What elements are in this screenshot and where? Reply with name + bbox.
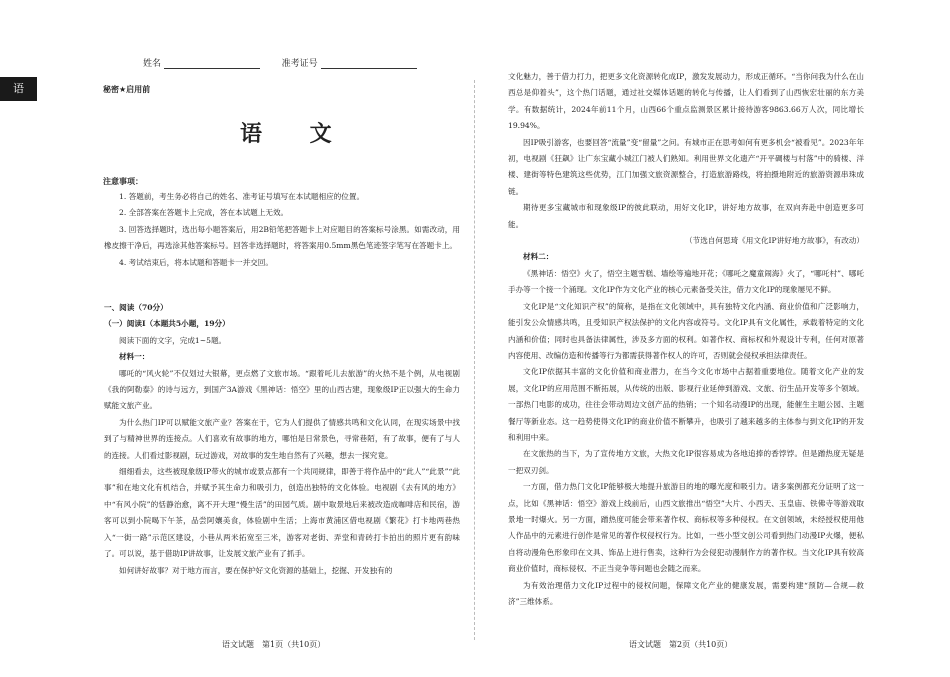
notes-heading: 注意事项： bbox=[103, 177, 143, 186]
source-citation: （节选自何思琦《用文化IP讲好地方故事》，有改动） bbox=[685, 236, 864, 246]
paragraph: 哪吒的“风火轮”不仅划过大银幕，更点燃了文旅市场。“跟着吒儿去旅游”的火热不是个例，从电视剧《我的阿勒泰》的诗与远方，到国产3A游戏《黑神话：悟空》里的山西古建，现象级IP正以强大的生命力赋能文旅产业。 bbox=[104, 368, 460, 411]
page-title: 语 文 bbox=[240, 121, 352, 147]
paragraph: 《黑神话：悟空》火了，悟空主题雪糕、墙绘等遍地开花；《哪吒之魔童闹海》火了，“哪吒村”、哪吒手办等一个接一个涌现。文化IP作为文化产业的核心元素备受关注，借力文化IP的现象屡见不鲜。 bbox=[508, 268, 864, 295]
exam-header bbox=[143, 56, 417, 69]
material2-label: 材料二： bbox=[523, 252, 554, 262]
exam-no-label: 准考证号 bbox=[281, 59, 318, 69]
name-label: 姓名 bbox=[143, 59, 162, 69]
name-blank bbox=[164, 58, 260, 69]
exam-no-blank bbox=[321, 58, 417, 69]
paragraph: 期待更多宝藏城市和现象级IP的彼此联动，用好文化IP，讲好地方故事，在双向奔赴中创造更多可能。 bbox=[508, 203, 864, 229]
note-item: 2. 全部答案在答题卡上完成，答在本试题上无效。 bbox=[119, 208, 289, 218]
footer-right: 语文试题 第2页（共10页） bbox=[629, 640, 733, 649]
sub-heading: （一）阅读Ⅰ（本题共5小题，19分） bbox=[104, 319, 230, 329]
paragraph: 为什么热门IP可以赋能文旅产业？答案在于，它为人们提供了情感共鸣和文化认同，在现实场景中找到了与精神世界的连接点。人们喜欢有故事的地方，哪怕是日常景色，寻常巷陌，有了故事，便有了与人的连接。人们看过影视剧，玩过游戏，对故事的发生地自然有了兴趣，想去一探究竟。 bbox=[104, 417, 460, 460]
paragraph: 为有效治理借力文化IP过程中的侵权问题，保障文化产业的健康发展，需要构建“预防—合规—救济”三维体系。 bbox=[508, 580, 864, 606]
paragraph: 文化魅力，善于借力打力，把更多文化资源转化成IP，激发发展动力，形成正循环。“当你问我为什么在山西总是仰着头”，这个热门话题，通过社交媒体话题的转化与传播，让人们看到了山西恢宏壮丽的东方美学。有数据统计，2024年前11个月，山西66个重点监测景区累计接待游客9863.66万人次，同比增长19.94%。 bbox=[508, 72, 864, 131]
subject-tab: 语 bbox=[0, 77, 37, 101]
paragraph: 因IP吸引游客，也要回答“流量”变“留量”之问。有城市正在思考如何有更多机会“被看见”。2023年年初，电视剧《狂飙》让广东宝藏小城江门被人们熟知。利用世界文化遗产“开平碉楼与村落”中的骑楼、洋楼、建街等特色建筑这些优势，江门加强文旅资源整合，打造旅游路线，将拍摄地附近的旅游资源串珠成链。 bbox=[508, 137, 864, 196]
paragraph: 在文旅热的当下，为了宣传地方文旅，大热文化IP很容易成为各地追捧的香饽饽。但是蹭热度无疑是一把双刃剑。 bbox=[508, 449, 864, 475]
footer-left: 语文试题 第1页（共10页） bbox=[222, 640, 326, 649]
paragraph: 细细看去，这些被现象级IP带火的城市或景点都有一个共同规律，即善于将作品中的“此人”“此景”“此事”和在地文化有机结合，并赋予其生命力和吸引力，创造出独特的文化体验。电视剧《去有风的地方》中“有风小院”的恬静治愈，离不开大理“慢生活”的田园气质。剧中取景地后来被改造成咖啡店和民宿，游客可以到小院喝下午茶，品尝阿孃美食，体验剧中生活；上海市黄浦区借电视剧《繁花》打卡地两巷热入“一街一路”示范区建设，小巷从两米拓宽至三米，游客对老街、弄堂和青砖打卡拍出的照片更有韵味了。可以说，基于借助IP讲故事，让发展文旅产业有了抓手。 bbox=[104, 467, 460, 559]
column-divider bbox=[474, 80, 475, 640]
section-heading: 一、阅读（70分） bbox=[104, 303, 168, 312]
notes-list bbox=[104, 189, 460, 271]
paragraph: 一方面，借力热门文化IP能够极大地提升旅游目的地的曝光度和吸引力。诸多案例都充分证明了这一点，比如《黑神话：悟空》游戏上线前后，山西文旅推出“悟空”大片、小西天、玉皇庙、铁佛寺等游戏取景地一时爆火。另一方面，蹭热度可能会带来著作权、商标权等多种侵权。在文创领域，未经授权使用他人作品中的元素进行创作是常见的著作权侵权行为。比如，一些小型文创公司看到热门动漫IP火爆，便私自将动漫角色形象印在文具、饰品上进行售卖，这种行为会侵犯动漫制作方的著作权。当文化IP具有较高商业价值时，商标侵权、不正当竞争等问题也会随之而来。 bbox=[508, 482, 864, 574]
paragraph: 文化IP是“文化知识产权”的简称，是指在文化领域中，具有独特文化内涵、商业价值和广泛影响力，能引发公众情感共鸣，且受知识产权法保护的文化内容或符号。文化IP具有文化属性，承载着特定的文化内涵和价值；同时也具备法律属性，涉及多方面的权利。如著作权、商标权和外观设计专利，任何对原著内容使用、改编仿造和传播等行为都需获得著作权人的许可，否则就会侵权承担法律责任。 bbox=[508, 301, 864, 360]
note-item: 4. 考试结束后，将本试题和答题卡一并交回。 bbox=[119, 257, 273, 267]
instruction: 阅读下面的文字，完成1~5题。 bbox=[119, 335, 227, 345]
note-item: 1. 答题前，考生务必将自己的姓名、准考证号填写在本试题相应的位置。 bbox=[119, 192, 365, 201]
right-column bbox=[508, 69, 864, 610]
paragraph: 如何讲好故事？对于地方而言，要在保护好文化资源的基础上，挖掘、开发独有的 bbox=[119, 565, 393, 575]
note-item: 3. 回答选择题时，选出每小题答案后，用2B铅笔把答题卡上对应题目的答案标号涂黑。如需改动，用橡皮擦干净后，再选涂其他答案标号。回答非选择题时，将答案用0.5mm黑色笔迹签字笔写在答题卡上。 bbox=[104, 224, 460, 251]
secret-label: 秘密★启用前 bbox=[103, 85, 151, 94]
material1-label: 材料一： bbox=[119, 352, 150, 362]
reading-section bbox=[104, 300, 460, 579]
paragraph: 文化IP依据其丰富的文化价值和商业潜力，在当今文化市场中占据着重要地位。随着文化产业的发展，文化IP的应用范围不断拓展，从传统的出版、影视行业延伸到游戏、文旅、衍生品开发等多个领域。一部热门电影的成功，往往会带动周边文创产品的热销；一个知名动漫IP的出现，能催生主题公园、主题餐厅等新业态。这一趋势使得文化IP的商业价值不断攀升，也吸引了越来越多的主体参与到文化IP的开发和利用中来。 bbox=[508, 367, 864, 442]
